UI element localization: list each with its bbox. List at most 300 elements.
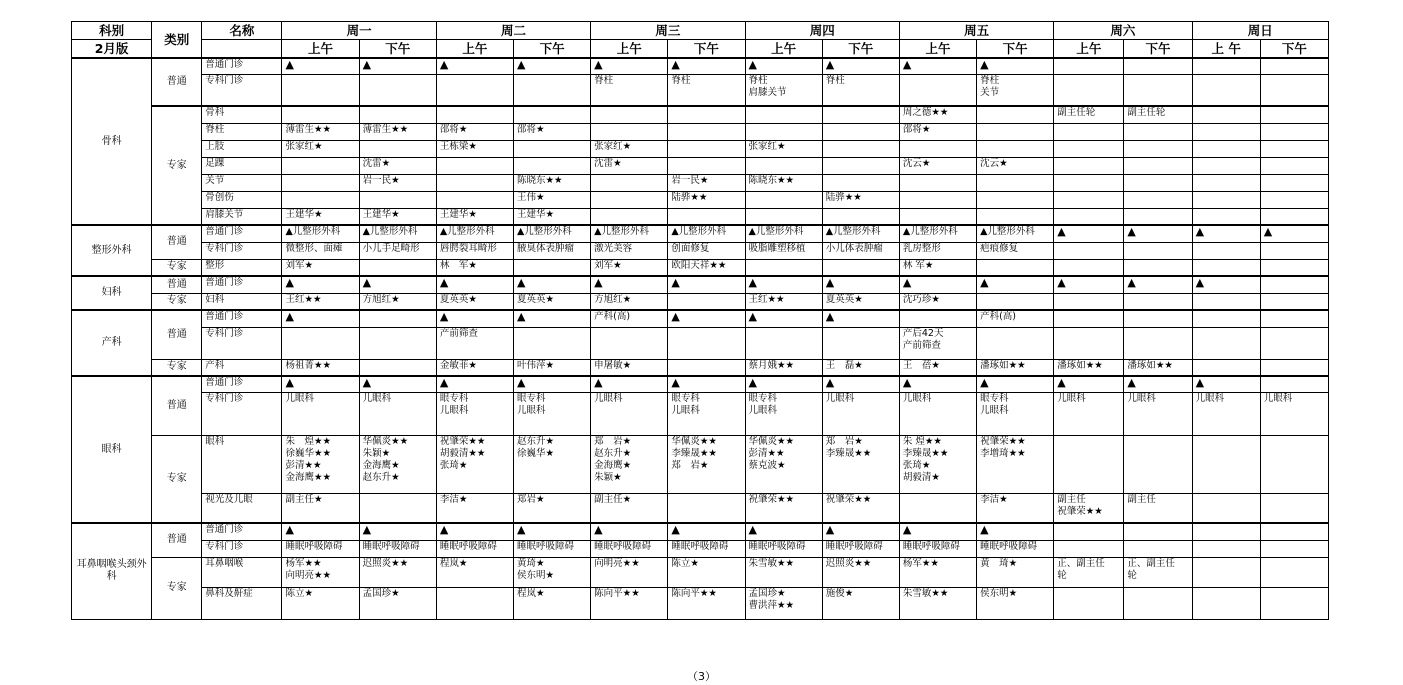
doctor-entry: 儿眼科 [980,404,1009,416]
schedule-row [72,557,1329,587]
schedule-cell [1124,557,1192,587]
department-name: 产科 [72,310,152,376]
doctor-entry: 张琦★ [439,459,468,471]
schedule-row [72,376,1329,392]
doctor-entry: 赵东升★ [516,435,555,447]
schedule-cell [822,587,899,619]
schedule-cell [899,208,976,225]
doctor-entry: ▲儿整形外科 [671,226,727,237]
doctor-entry: 唇腭裂耳畸形 [439,242,497,254]
header-row-halfdays [72,40,1329,59]
doctor-entry: 刘军★ [285,259,313,271]
schedule-cell [1192,587,1260,619]
doctor-entry: 陈晓东★★ [748,174,795,186]
schedule-cell [1260,242,1328,259]
triangle-icon: ▲ [902,58,912,71]
schedule-cell [745,435,822,493]
schedule-cell [359,191,436,208]
schedule-cell [899,74,976,106]
schedule-cell [591,587,668,619]
triangle-icon: ▲ [825,58,835,71]
schedule-cell [745,392,822,435]
triangle-icon: ▲ [362,276,372,289]
doctor-entry: 岩一民★ [362,174,400,186]
doctor-entry: 邵将★ [902,123,931,135]
schedule-cell [436,140,513,157]
schedule-cell [359,523,436,540]
schedule-cell [745,191,822,208]
doctor-entry: 朱颖★ [362,447,391,459]
clinic-name: 专科门诊 [202,327,282,359]
triangle-icon: ▲ [516,523,526,536]
doctor-entry: 赵东升★ [362,471,400,483]
triangle-icon: ▲ [748,276,757,289]
clinic-name: 普通门诊 [202,523,282,540]
schedule-cell [282,435,359,493]
schedule-cell [822,157,899,174]
day-header-sat: 周六 [1054,22,1192,40]
schedule-cell [1054,293,1124,310]
doctor-entry: 彭清★★ [285,459,322,471]
schedule-cell [822,259,899,276]
schedule-cell [1054,225,1124,242]
schedule-cell [977,58,1054,74]
triangle-icon: ▲ [516,58,526,71]
triangle-icon: ▲ [1127,225,1136,238]
schedule-cell [436,123,513,140]
clinic-name: 专科门诊 [202,242,282,259]
schedule-cell [1192,191,1260,208]
schedule-row [72,540,1329,557]
doctor-entry: 产前筛查 [439,327,478,339]
schedule-cell [899,293,976,310]
category-label: 普通 [152,225,202,259]
doctor-entry: 朱 煌★★ [902,435,942,447]
schedule-cell [359,74,436,106]
doctor-entry: 徐巍华★★ [285,447,331,459]
schedule-cell [436,557,513,587]
schedule-cell [1054,259,1124,276]
schedule-cell [591,174,668,191]
triangle-icon: ▲ [1263,225,1273,238]
doctor-entry: 沈云★ [980,157,1008,169]
schedule-cell [513,435,590,493]
schedule-cell [977,123,1054,140]
schedule-row [72,359,1329,376]
doctor-entry: 沈云★ [902,157,931,169]
doctor-entry: 潘琢如★★ [980,359,1026,371]
schedule-cell [359,392,436,435]
doctor-entry: ▲儿整形外科 [902,226,958,237]
schedule-cell [591,276,668,293]
doctor-entry: 华佩炎★★ [671,435,717,447]
schedule-cell [899,242,976,259]
schedule-row [72,435,1329,493]
dept-col-header: 科别 [72,22,152,40]
schedule-row [72,225,1329,242]
doctor-entry: 微整形、面瘫 [285,242,343,254]
schedule-cell [513,540,590,557]
schedule-cell [1192,58,1260,74]
doctor-entry: 陈向平★★ [671,587,717,599]
schedule-cell [822,191,899,208]
schedule-cell [668,493,745,523]
schedule-cell [977,106,1054,123]
schedule-cell [668,225,745,242]
schedule-cell [745,540,822,557]
schedule-cell [822,123,899,140]
schedule-cell [513,191,590,208]
clinic-name: 普通门诊 [202,58,282,74]
schedule-cell [1260,523,1328,540]
schedule-cell [899,140,976,157]
schedule-cell [282,359,359,376]
doctor-entry: 王 磊★ [825,359,863,371]
schedule-cell [1124,276,1192,293]
schedule-cell [668,174,745,191]
schedule-cell [745,259,822,276]
schedule-cell [282,493,359,523]
schedule-cell [977,242,1054,259]
doctor-entry: 睡眠呼吸障碍 [362,540,420,552]
doctor-entry: ▲儿整形外科 [825,226,881,237]
schedule-cell [591,74,668,106]
schedule-row [72,493,1329,523]
doctor-entry: 申屠敏★ [594,359,632,371]
name-col-header-blank [202,40,282,59]
doctor-entry: 王栋梁★ [439,140,477,152]
triangle-icon: ▲ [362,376,372,389]
schedule-cell [977,140,1054,157]
schedule-cell [1124,157,1192,174]
schedule-cell [1260,106,1328,123]
doctor-entry: 陈晓东★★ [516,174,563,186]
schedule-cell [436,359,513,376]
schedule-cell [359,208,436,225]
doctor-entry: 儿眼科 [825,392,855,404]
schedule-row [72,259,1329,276]
schedule-cell [668,435,745,493]
schedule-cell [1124,174,1192,191]
triangle-icon: ▲ [516,276,526,289]
schedule-row [72,587,1329,619]
schedule-cell [591,123,668,140]
schedule-row [72,174,1329,191]
schedule-cell [1192,557,1260,587]
doctor-entry: 正、副主任 [1127,557,1175,569]
schedule-cell [899,106,976,123]
doctor-entry: ▲儿整形外科 [748,226,804,237]
schedule-cell [1260,208,1328,225]
schedule-cell [822,58,899,74]
doctor-entry: 沈雷★ [594,157,622,169]
schedule-cell [822,276,899,293]
clinic-name: 普通门诊 [202,376,282,392]
schedule-cell [436,191,513,208]
category-label: 专家 [152,557,202,619]
doctor-entry: 王红★★ [285,293,322,305]
triangle-icon: ▲ [1127,276,1136,289]
department-name: 妇科 [72,276,152,310]
schedule-cell [513,174,590,191]
schedule-cell [899,327,976,359]
schedule-cell [822,435,899,493]
schedule-cell [591,540,668,557]
clinic-name: 足踝 [202,157,282,174]
schedule-cell [1260,157,1328,174]
schedule-cell [1260,587,1328,619]
triangle-icon: ▲ [748,376,757,389]
clinic-name: 视光及儿眼 [202,493,282,523]
doctor-entry: 夏英英★ [439,293,477,305]
doctor-entry: 杨军★★ [902,557,939,569]
schedule-cell [591,157,668,174]
doctor-entry: ▲儿整形外科 [285,226,341,237]
schedule-cell [513,74,590,106]
doctor-entry: 朱雪敏★★ [748,557,795,569]
schedule-cell [1192,392,1260,435]
doctor-entry: 薄雷生★★ [285,123,331,135]
schedule-cell [745,123,822,140]
am-header: 上午 [282,40,359,59]
category-label: 普通 [152,376,202,435]
schedule-cell [513,327,590,359]
schedule-cell [513,276,590,293]
clinic-name: 专科门诊 [202,392,282,435]
doctor-entry: 华佩炎★★ [748,435,795,447]
schedule-cell [282,242,359,259]
schedule-cell [1124,376,1192,392]
schedule-cell [513,557,590,587]
day-header-thu: 周四 [745,22,899,40]
doctor-entry: 脊柱 [980,74,1000,86]
schedule-cell [1054,106,1124,123]
triangle-icon: ▲ [285,276,294,289]
doctor-entry: 陈立★ [285,587,313,599]
schedule-cell [668,242,745,259]
schedule-cell [899,392,976,435]
schedule-cell [977,587,1054,619]
doctor-entry: 沈雷★ [362,157,391,169]
schedule-cell [899,225,976,242]
schedule-cell [1192,435,1260,493]
schedule-cell [822,208,899,225]
clinic-name: 骨科 [202,106,282,123]
schedule-cell [513,359,590,376]
doctor-entry: 郑 岩★ [825,435,863,447]
schedule-cell [591,58,668,74]
schedule-cell [1124,435,1192,493]
schedule-cell [1054,174,1124,191]
schedule-cell [899,174,976,191]
triangle-icon: ▲ [671,276,680,289]
triangle-icon: ▲ [285,523,294,536]
schedule-cell [513,523,590,540]
doctor-entry: 疤痕修复 [980,242,1019,254]
doctor-entry: 激光美容 [594,242,633,254]
schedule-cell [1124,523,1192,540]
schedule-cell [1192,225,1260,242]
schedule-cell [436,276,513,293]
doctor-entry: 王建华★ [516,208,555,220]
doctor-entry: 王 蓓★ [902,359,940,371]
triangle-icon: ▲ [1057,225,1066,238]
doctor-entry: 华佩炎★★ [362,435,409,447]
triangle-icon: ▲ [594,58,603,71]
schedule-cell [668,359,745,376]
schedule-cell [1054,435,1124,493]
schedule-cell [359,157,436,174]
schedule-cell [591,376,668,392]
category-label: 专家 [152,106,202,225]
schedule-row [72,242,1329,259]
doctor-entry: 蔡克波★ [748,459,786,471]
doctor-entry: ▲儿整形外科 [980,226,1035,237]
doctor-entry: 李臻晟★★ [825,447,872,459]
doctor-entry: 睡眠呼吸障碍 [594,540,652,552]
schedule-cell [977,225,1054,242]
doctor-entry: 陆骅★★ [825,191,862,203]
category-label: 专家 [152,435,202,523]
schedule-cell [591,359,668,376]
schedule-cell [436,523,513,540]
schedule-cell [1054,157,1124,174]
doctor-entry: 祝肇荣★★ [1057,505,1103,517]
doctor-entry: 沈巧珍★ [902,293,940,305]
schedule-cell [513,493,590,523]
doctor-entry: 王建华★ [285,208,323,220]
edition-label: 2月版 [72,40,152,59]
schedule-cell [513,376,590,392]
doctor-entry: 周之德★★ [902,107,949,118]
schedule-cell [745,242,822,259]
schedule-cell [1192,174,1260,191]
doctor-entry: 陆骅★★ [671,191,708,203]
schedule-cell [591,242,668,259]
triangle-icon: ▲ [1195,225,1205,238]
schedule-cell [436,327,513,359]
doctor-entry: 眼专科 [980,392,1009,404]
schedule-cell [513,259,590,276]
doctor-entry: 欧阳天祥★★ [671,259,727,271]
doctor-entry: 刘军★ [594,259,622,271]
clinic-name: 上肢 [202,140,282,157]
doctor-entry: 眼专科 [671,392,700,404]
schedule-cell [745,359,822,376]
clinic-name: 关节 [202,174,282,191]
doctor-entry: 程岚★ [516,587,545,599]
schedule-cell [359,540,436,557]
schedule-cell [977,392,1054,435]
clinic-name: 妇科 [202,293,282,310]
schedule-cell [745,225,822,242]
doctor-entry: 王建华★ [362,208,400,220]
triangle-icon: ▲ [748,58,757,71]
doctor-entry: 迟照炎★★ [362,557,409,569]
doctor-entry: 程岚★ [439,557,468,569]
schedule-cell [591,191,668,208]
doctor-entry: 睡眠呼吸障碍 [902,540,960,552]
schedule-cell [436,493,513,523]
doctor-entry: 儿眼科 [516,404,546,416]
schedule-cell [822,225,899,242]
pm-header: 下午 [1260,40,1328,59]
triangle-icon: ▲ [285,310,294,323]
schedule-cell [513,310,590,327]
doctor-entry: 李增琦★★ [980,447,1026,459]
schedule-cell [1054,392,1124,435]
doctor-entry: 邵将★ [516,123,545,135]
schedule-cell [1192,359,1260,376]
doctor-entry: 儿眼科 [1263,392,1293,404]
schedule-cell [822,327,899,359]
doctor-entry: 陈向平★★ [594,587,640,599]
doctor-entry: 金敏菲★ [439,359,477,371]
schedule-cell [282,208,359,225]
schedule-cell [1054,310,1124,327]
schedule-cell [359,310,436,327]
schedule-cell [359,276,436,293]
doctor-entry: 林 军★ [902,259,934,271]
schedule-cell [745,276,822,293]
schedule-cell [1260,74,1328,106]
schedule-cell [899,157,976,174]
schedule-cell [822,376,899,392]
category-label: 专家 [152,259,202,276]
schedule-cell [899,58,976,74]
schedule-cell [282,376,359,392]
triangle-icon: ▲ [516,310,526,323]
schedule-cell [977,557,1054,587]
department-name: 眼科 [72,376,152,523]
doctor-entry: 朱雪敏★★ [902,587,949,599]
schedule-row [72,157,1329,174]
schedule-cell [822,523,899,540]
doctor-entry: 儿眼科 [671,404,700,416]
triangle-icon: ▲ [980,376,989,389]
schedule-row [72,327,1329,359]
doctor-entry: 向明亮★★ [594,557,640,569]
schedule-cell [513,123,590,140]
schedule-cell [899,276,976,293]
schedule-cell [591,557,668,587]
schedule-cell [977,540,1054,557]
schedule-cell [1192,123,1260,140]
schedule-cell [591,106,668,123]
schedule-cell [1124,106,1192,123]
clinic-name: 专科门诊 [202,74,282,106]
doctor-entry: 黄 琦★ [980,557,1018,569]
triangle-icon: ▲ [594,376,603,389]
doctor-entry: 眼专科 [516,392,546,404]
schedule-cell [1260,540,1328,557]
schedule-table [71,21,1329,620]
schedule-cell [899,259,976,276]
schedule-cell [1054,123,1124,140]
triangle-icon: ▲ [748,310,757,323]
doctor-entry: 王伟★ [516,191,545,203]
schedule-cell [1260,293,1328,310]
triangle-icon: ▲ [1057,276,1066,289]
schedule-cell [1054,327,1124,359]
pm-header: 下午 [668,40,745,59]
schedule-cell [822,242,899,259]
doctor-entry: 脊柱 [671,74,691,86]
schedule-cell [1260,310,1328,327]
doctor-entry: 副主任轮 [1127,107,1166,118]
doctor-entry: 吸脂雕塑移植 [748,242,806,254]
day-header-wed: 周三 [591,22,745,40]
